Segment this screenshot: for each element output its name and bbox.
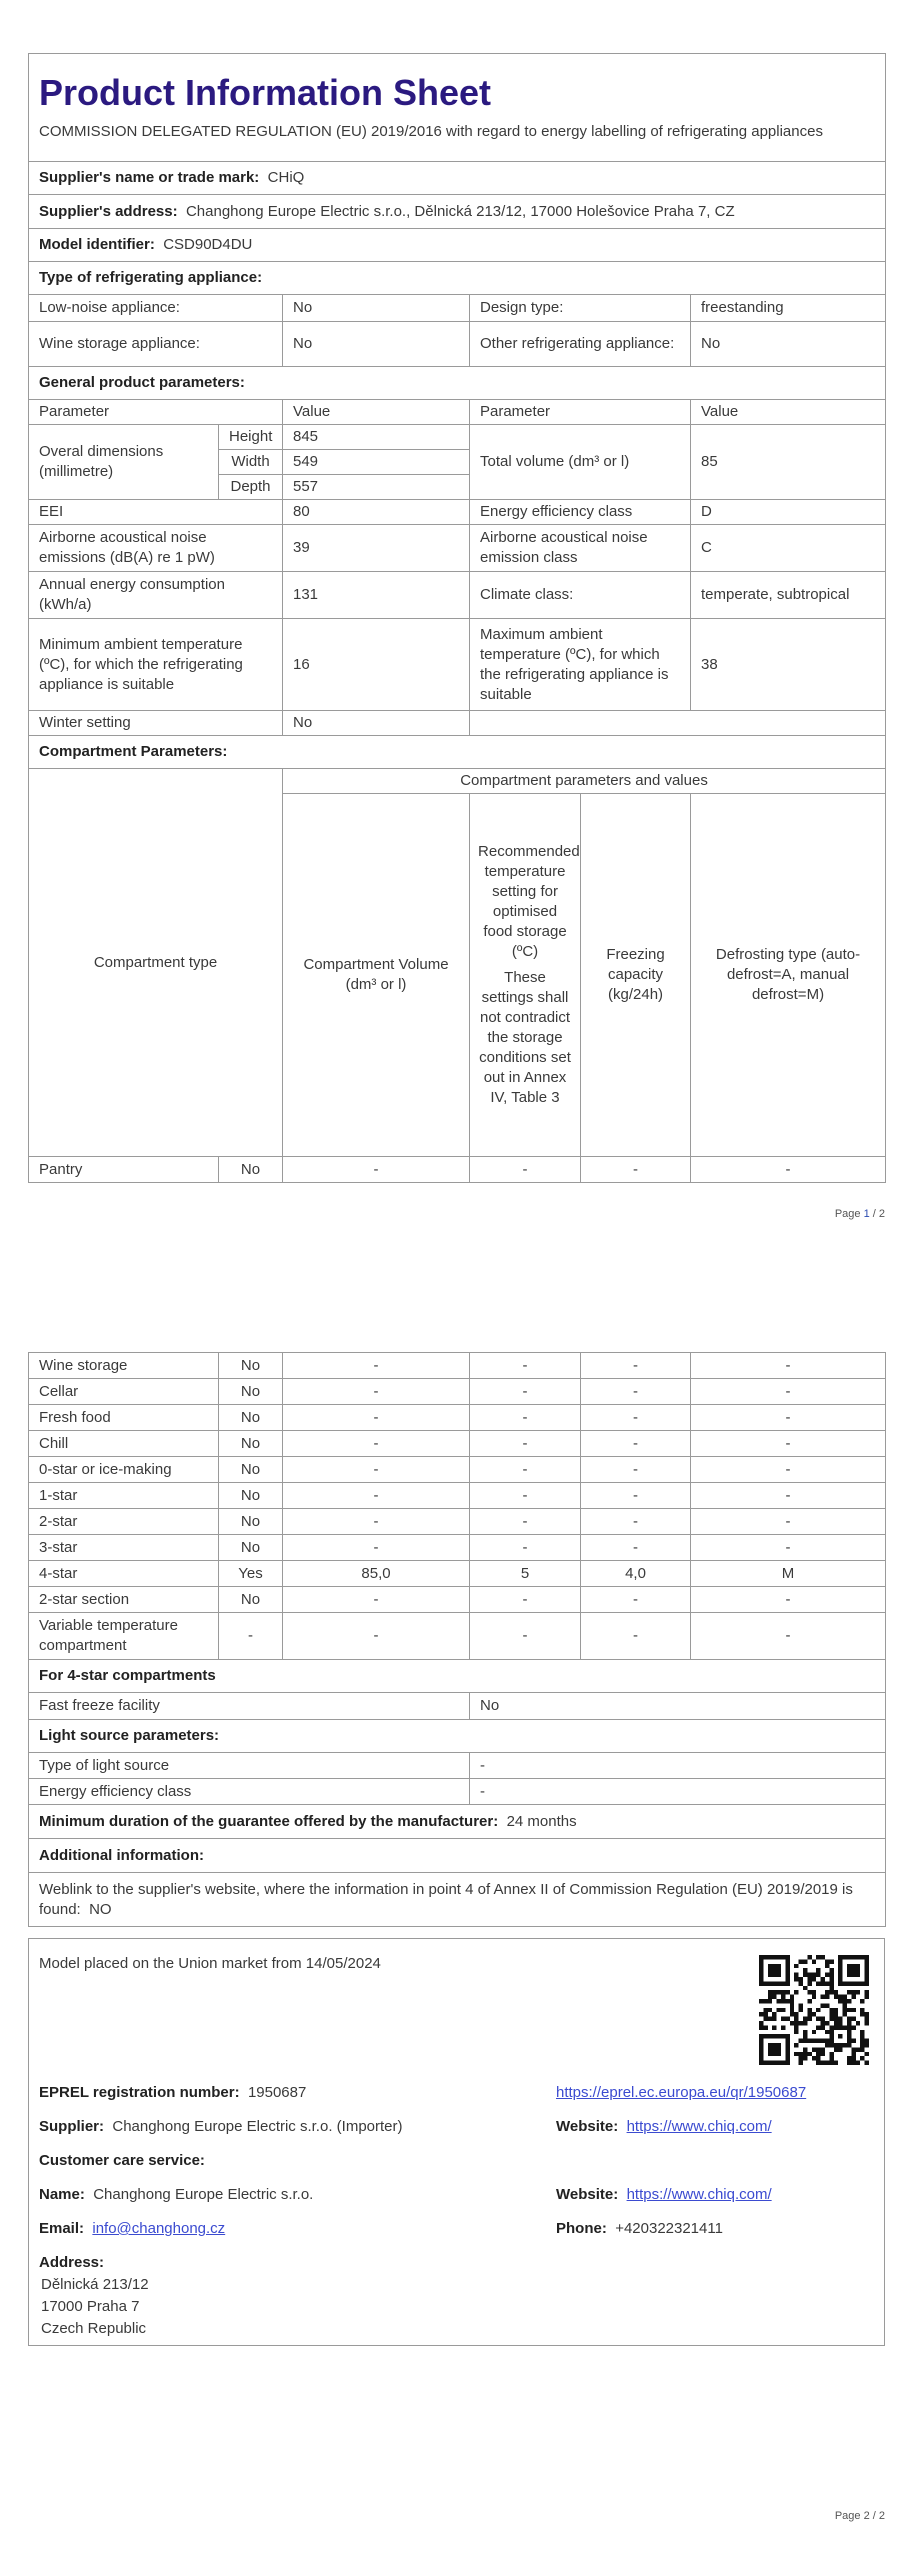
general-heading: General product parameters: [29,367,886,400]
phone-info [556,2219,723,2239]
compartment-present: No [219,1379,283,1405]
compartment-name: Variable temperature compartment [29,1613,219,1660]
supplier-address-row [29,195,886,229]
table-row [29,1483,886,1509]
compartment-temp: - [470,1457,581,1483]
compartment-volume: - [283,1613,470,1660]
light-source-heading: Light source parameters: [29,1720,886,1753]
weblink-row [29,1873,886,1927]
compartment-freezing: 4,0 [581,1561,691,1587]
max-temp-value: 38 [691,619,886,711]
compartment-freezing: - [581,1483,691,1509]
compartment-temp: - [470,1535,581,1561]
table-row [29,1457,886,1483]
qr-code[interactable] [759,1955,869,2065]
compartment-present: No [219,1509,283,1535]
table-row [29,1509,886,1535]
low-noise-label: Low-noise appliance: [29,295,283,322]
noise-class-value: C [691,525,886,572]
compartment-freezing: - [581,1353,691,1379]
title-cell [29,54,886,162]
guarantee-value: 24 months [506,1812,577,1830]
address-line-3: Czech Republic [41,2320,147,2337]
compartment-defrost: - [691,1613,886,1660]
min-temp-label: Minimum ambient temperature (ºC), for which the refrigerating appliance is suitable [29,619,283,711]
page-total: / 2 [872,1208,885,1220]
light-eec-value: - [470,1779,886,1805]
four-star-heading: For 4-star compartments [29,1660,886,1693]
compartment-present: Yes [219,1561,283,1587]
compartment-name: Pantry [29,1157,219,1183]
compartment-freezing: - [581,1587,691,1613]
compartment-defrost: - [691,1157,886,1183]
total-volume-value: 85 [691,425,886,500]
table-row [29,1613,886,1660]
wine-storage-value: No [283,322,470,367]
eei-label: EEI [29,500,283,525]
model-label: Model identifier: [39,236,155,253]
care-name-info [39,2185,313,2205]
compartment-name: 0-star or ice-making [29,1457,219,1483]
compartment-name: 2-star [29,1509,219,1535]
compartment-volume: - [283,1483,470,1509]
website-label: Website: [556,2118,619,2135]
noise-class-label: Airborne acoustical noise emission class [470,525,691,572]
design-type-value: freestanding [691,295,886,322]
table-row [29,1157,886,1183]
page-2 [28,1352,885,1927]
compartment-present: No [219,1353,283,1379]
compartment-volume: - [283,1353,470,1379]
low-noise-value: No [283,295,470,322]
page-current: 1 [863,1208,870,1220]
other-appliance-value: No [691,322,886,367]
compartment-volume: 85,0 [283,1561,470,1587]
compartment-defrost: - [691,1379,886,1405]
compartment-freezing: - [581,1379,691,1405]
compartment-volume: - [283,1587,470,1613]
care-website-link[interactable]: https://www.chiq.com/ [626,2186,772,2203]
compartment-present: No [219,1535,283,1561]
additional-table [28,1659,886,1927]
light-eec-label: Energy efficiency class [29,1779,470,1805]
page-prefix: Page [834,1208,861,1220]
width-label: Width [219,450,283,475]
eprel-link[interactable]: https://eprel.ec.europa.eu/qr/1950687 [556,2084,807,2101]
fast-freeze-label: Fast freeze facility [29,1693,470,1720]
compartment-present: No [219,1157,283,1183]
fast-freeze-value: No [470,1693,886,1720]
weblink-value: NO [89,1900,112,1918]
eprel-info-box [28,1938,885,2346]
compartment-defrost: - [691,1587,886,1613]
compartment-present: - [219,1613,283,1660]
eprel-registration [39,2083,306,2103]
compartment-freezing: - [581,1509,691,1535]
table-row [29,1353,886,1379]
supplier-name-row [29,162,886,195]
height-value: 845 [283,425,470,450]
compartment-present: No [219,1405,283,1431]
email-link[interactable]: info@changhong.cz [92,2220,226,2237]
light-type-value: - [470,1753,886,1779]
compartment-name: 4-star [29,1561,219,1587]
care-name-label: Name: [39,2186,85,2203]
compartment-type-header: Compartment type [29,769,283,1157]
eprel-label: EPREL registration number: [39,2084,240,2101]
wine-storage-label: Wine storage appliance: [29,322,283,367]
compartment-defrost: - [691,1431,886,1457]
table-row [29,1405,886,1431]
min-temp-value: 16 [283,619,470,711]
compartment-freezing: - [581,1431,691,1457]
compartment-name: Fresh food [29,1405,219,1431]
compartment-temp: - [470,1483,581,1509]
compartment-table-page-1 [28,768,886,1183]
compartment-volume: - [283,1535,470,1561]
compartment-volume: - [283,1405,470,1431]
compartment-defrost: - [691,1457,886,1483]
freezing-capacity-header: Freezing capacity (kg/24h) [581,794,691,1157]
email-info [39,2219,225,2239]
compartment-name: 2-star section [29,1587,219,1613]
annual-energy-value: 131 [283,572,470,619]
placed-on-market: Model placed on the Union market from 14/05/2024 [39,1955,381,1972]
param-header-left: Parameter [29,400,283,425]
compartment-temp: - [470,1157,581,1183]
depth-value: 557 [283,475,470,500]
page-1 [28,53,885,1183]
regulation-text: COMMISSION DELEGATED REGULATION (EU) 2019/2016 with regard to energy labelling of refrigerating appliances [39,123,823,140]
table-row [29,1379,886,1405]
width-value: 549 [283,450,470,475]
compartment-defrost: - [691,1405,886,1431]
noise-label: Airborne acoustical noise emissions (dB(A) re 1 pW) [29,525,283,572]
compartment-present: No [219,1457,283,1483]
compartment-present: No [219,1431,283,1457]
model-value: CSD90D4DU [163,236,253,253]
light-type-label: Type of light source [29,1753,470,1779]
compartment-temp: - [470,1613,581,1660]
compartment-name: Cellar [29,1379,219,1405]
care-name-value: Changhong Europe Electric s.r.o. [93,2186,314,2203]
compartment-temp: - [470,1431,581,1457]
table-row [29,1431,886,1457]
compartment-temp: 5 [470,1561,581,1587]
compartment-volume: - [283,1379,470,1405]
supplier-name-label: Supplier's name or trade mark: [39,169,260,186]
address-label: Address: [39,2254,105,2271]
compartment-defrost: - [691,1483,886,1509]
climate-value: temperate, subtropical [691,572,886,619]
product-info-table-page-1 [28,53,886,769]
supplier-label: Supplier: [39,2118,105,2135]
winter-empty-cell [470,711,886,736]
compartment-temp: - [470,1509,581,1535]
phone-value: +420322321411 [615,2220,723,2237]
compartment-defrost: - [691,1535,886,1561]
phone-label: Phone: [556,2220,607,2237]
supplier-address-value: Changhong Europe Electric s.r.o., Dělnická 213/12, 17000 Holešovice Praha 7, CZ [185,202,735,220]
winter-setting-label: Winter setting [29,711,283,736]
additional-info-heading: Additional information: [29,1839,886,1873]
compartment-rows-page-1 [29,1157,886,1183]
table-row [29,1535,886,1561]
supplier-value: Changhong Europe Electric s.r.o. (Importer) [112,2118,403,2135]
compartment-temp: - [470,1587,581,1613]
compartment-volume: - [283,1431,470,1457]
page-number-1 [835,1208,885,1220]
table-row [29,1561,886,1587]
compartment-present: No [219,1587,283,1613]
value-header-right: Value [691,400,886,425]
compartment-defrost: - [691,1353,886,1379]
care-website-label: Website: [556,2186,619,2203]
website-link[interactable]: https://www.chiq.com/ [626,2118,772,2135]
recommended-temp-header [470,794,581,1157]
page-title: Product Information Sheet [39,72,492,113]
customer-care-heading: Customer care service: [39,2152,205,2169]
defrosting-type-header: Defrosting type (auto-defrost=A, manual defrost=M) [691,794,886,1157]
height-label: Height [219,425,283,450]
compartment-heading: Compartment Parameters: [29,736,886,769]
compartment-params-header: Compartment parameters and values [283,769,886,794]
compartment-freezing: - [581,1535,691,1561]
address-line-1: Dělnická 213/12 [41,2276,149,2293]
compartment-temp: - [470,1405,581,1431]
eprel-number: 1950687 [247,2084,307,2101]
compartment-temp: - [470,1353,581,1379]
compartment-freezing: - [581,1405,691,1431]
supplier-name-value: CHiQ [267,169,305,186]
recommended-temp-note: These settings shall not contradict the storage conditions set out in Annex IV, Table 3 [479,969,571,1106]
guarantee-label: Minimum duration of the guarantee offered by the manufacturer: [39,1812,499,1830]
total-volume-label: Total volume (dm³ or l) [470,425,691,500]
compartment-freezing: - [581,1457,691,1483]
compartment-name: 3-star [29,1535,219,1561]
compartment-defrost: M [691,1561,886,1587]
param-header-right: Parameter [470,400,691,425]
noise-value: 39 [283,525,470,572]
winter-setting-value: No [283,711,470,736]
compartment-name: Wine storage [29,1353,219,1379]
compartment-volume: - [283,1509,470,1535]
eei-value: 80 [283,500,470,525]
value-header-left: Value [283,400,470,425]
compartment-freezing: - [581,1157,691,1183]
compartment-temp: - [470,1379,581,1405]
guarantee-row [29,1805,886,1839]
dimensions-label: Overal dimensions (millimetre) [29,425,219,500]
compartment-volume: - [283,1457,470,1483]
page-number-2: Page 2 / 2 [834,2510,885,2522]
care-website-info [556,2185,772,2205]
eec-label: Energy efficiency class [470,500,691,525]
compartment-rows-page-2 [29,1353,886,1660]
design-type-label: Design type: [470,295,691,322]
model-row [29,229,886,262]
compartment-volume-header: Compartment Volume (dm³ or l) [283,794,470,1157]
eec-value: D [691,500,886,525]
max-temp-label: Maximum ambient temperature (ºC), for which the refrigerating appliance is suitable [470,619,691,711]
annual-energy-label: Annual energy consumption (kWh/a) [29,572,283,619]
climate-label: Climate class: [470,572,691,619]
compartment-table-page-2 [28,1352,886,1660]
compartment-name: 1-star [29,1483,219,1509]
supplier-address-label: Supplier's address: [39,202,178,220]
other-appliance-label: Other refrigerating appliance: [470,322,691,367]
table-row [29,1587,886,1613]
supplier-info [39,2117,403,2137]
depth-label: Depth [219,475,283,500]
address-line-2: 17000 Praha 7 [41,2298,140,2315]
weblink-text: Weblink to the supplier's website, where the information in point 4 of Annex II of Commission Regulation (EU) 2019/2019 is found: [39,1880,853,1918]
recommended-temp-title: Recommended temperature setting for optimised food storage (ºC) [478,843,580,960]
compartment-volume: - [283,1157,470,1183]
compartment-name: Chill [29,1431,219,1457]
compartment-present: No [219,1483,283,1509]
type-heading: Type of refrigerating appliance: [29,262,886,295]
compartment-freezing: - [581,1613,691,1660]
email-label: Email: [39,2220,85,2237]
website-info [556,2117,772,2137]
compartment-defrost: - [691,1509,886,1535]
